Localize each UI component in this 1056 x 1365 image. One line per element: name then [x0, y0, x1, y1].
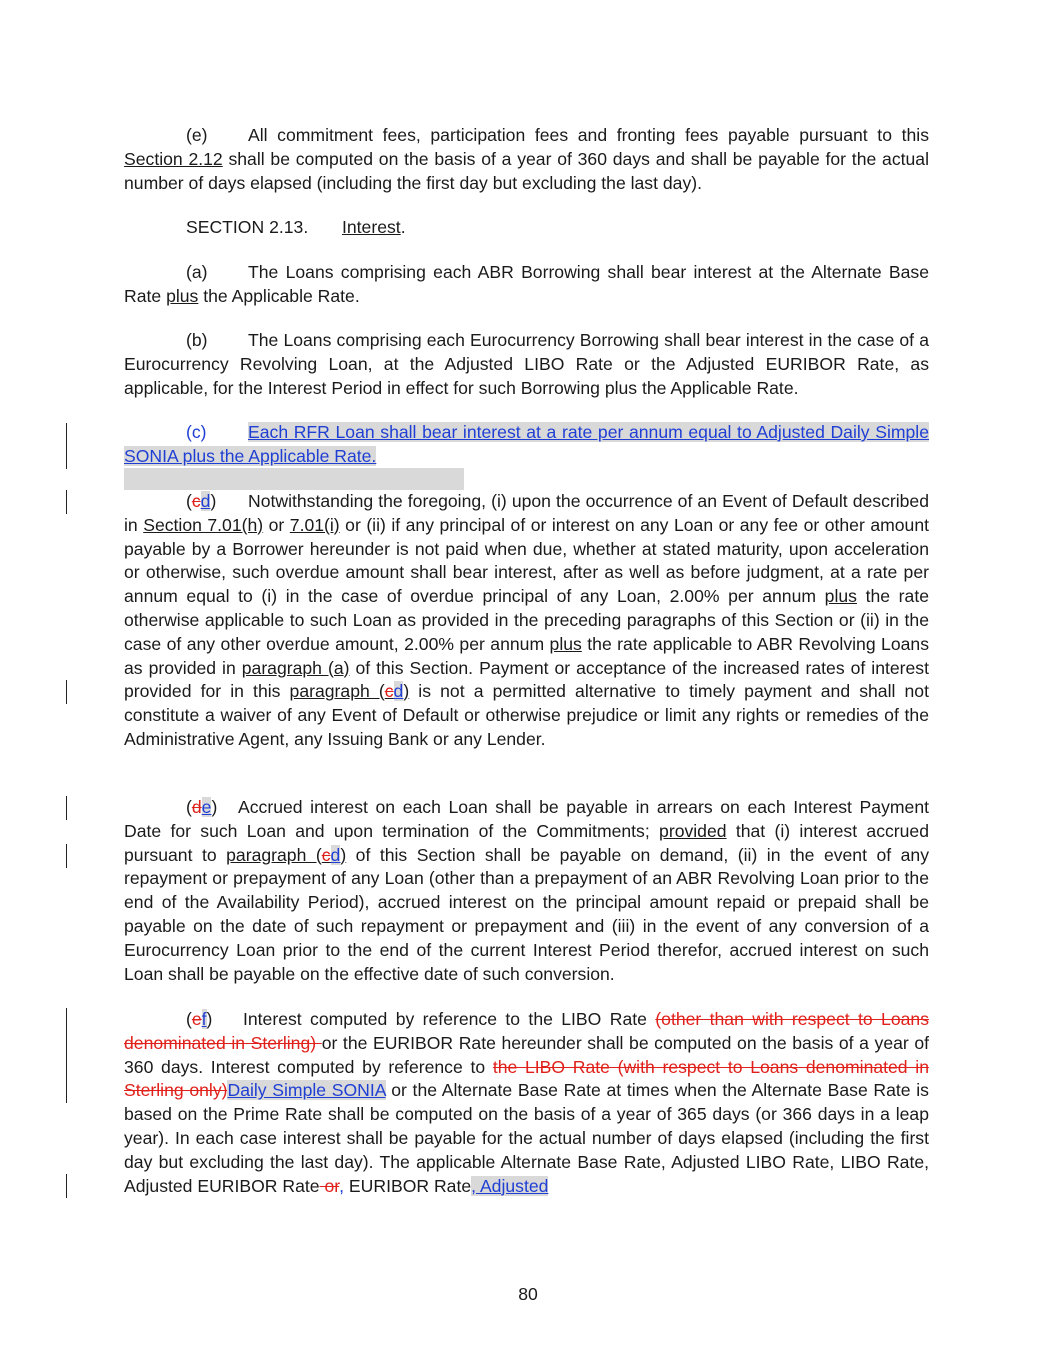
paragraph-d-default-interest: (cd) Notwithstanding the foregoing, (i) upon the occurrence of an Event of Default described in Section 7.01(h) or 7.01(i) or (ii) if any principal of or interest on any Loan or any fee or other amount payable by a Borrower hereunder is not paid when due, whether at stated maturity, upon acceleration or otherwise, such overdue amount shall bear interest, after as well as before judgment, at a rate per annum equal to (i) in the case of overdue principal of any Loan, 2.00% per annum plus the rate otherwise applicable to such Loan as provided in the preceding paragraphs of this Section or (ii) in the case of any other overdue amount, 2.00% per annum plus the rate applicable to ABR Revolving Loans as provided in paragraph (a) of this Section. Payment or acceptance of the increased rates of interest provided for in this paragraph (cd) is not a permitted alternative to timely payment and shall not constitute a waiver of any Event of Default or otherwise prejudice or limit any rights or remedies of the Administrative Agent, any Issuing Bank or any Lender. [124, 491, 930, 749]
paragraph-label: (b) [186, 330, 208, 350]
paragraph-reference: paragraph (cd) [226, 844, 347, 865]
inserted-text: , Adjusted [471, 1175, 549, 1196]
deleted-text: or [319, 1175, 340, 1196]
deleted-text: d [191, 797, 202, 817]
deleted-text: c [191, 491, 201, 511]
paragraph-f-computation: (ef) Interest computed by reference to the LIBO Rate (other than with respect to Loans denominated in Sterling) or the EURIBOR Rate hereunder shall be computed on the basis of a year of 360 days. Interest computed by reference to the LIBO Rate (with respect to Loans denominated in Sterling only)Daily Simple SONIA or the Alternate Base Rate at times when the Alternate Base Rate is based on the Prime Rate shall be computed on the basis of a year of 365 days (or 366 days in a leap year). In each case interest shall be payable for the actual number of days elapsed (including the first day but excluding the last day). The applicable Alternate Base Rate, Adjusted LIBO Rate, LIBO Rate, Adjusted EURIBOR Rate or, EURIBOR Rate, Adjusted [124, 1009, 929, 1196]
inserted-text: Each RFR Loan shall bear interest at a rate per annum equal to Adjusted Daily Simple SONIA plus the Applicable Rate. [124, 422, 929, 466]
inserted-text: e [201, 797, 212, 817]
paragraph-label: (e) [186, 125, 208, 145]
inserted-text: d [200, 491, 211, 511]
inserted-text: Daily Simple SONIA [227, 1080, 386, 1101]
paragraph-label: (ef) [186, 1009, 213, 1029]
section-heading: SECTION 2.13. Interest. [124, 216, 929, 240]
paragraph-reference: paragraph (cd) [289, 681, 410, 702]
inserted-text: , [339, 1175, 345, 1196]
section-reference: 7.01(i) [289, 514, 340, 535]
paragraph-label: (a) [186, 262, 208, 282]
change-bar-d [66, 490, 67, 514]
change-bar-f-last [66, 1174, 67, 1198]
paragraph-e-accrued-interest: (de) Accrued interest on each Loan shall be payable in arrears on each Interest Payment Date for such Loan and upon termination of the Commitments; provided that (i) interest accrued pursuant to paragraph (cd) of this Section shall be payable on demand, (ii) in the event of any repayment or prepayment of any Loan (other than a prepayment of an ABR Revolving Loan prior to the end of the Availability Period), accrued interest on the principal amount repaid or prepaid shall be payable on the date of such repayment or prepayment and (iii) in the event of any conversion of a Eurocurrency Loan prior to the end of the current Interest Period therefor, accrued interest on such Loan shall be payable on the effective date of such conversion. [124, 797, 930, 984]
paragraph-reference: paragraph (a) [241, 657, 350, 678]
paragraph-label: (c) [186, 422, 207, 442]
deleted-text: the LIBO Rate (with respect to Loans denominated in Sterling only) [124, 1056, 929, 1101]
deleted-text: (other than with respect to Loans denominated in Sterling) [124, 1009, 929, 1053]
change-bar-f [66, 1008, 67, 1103]
inserted-text: f [201, 1009, 207, 1029]
section-reference: Section 2.12 [124, 148, 223, 169]
page-number: 80 [518, 1284, 538, 1304]
change-bar-d-ref [66, 680, 67, 704]
deleted-text: c [321, 844, 331, 865]
change-bar-e [66, 796, 67, 820]
deleted-text: c [384, 681, 394, 702]
paragraph-label: (de) [186, 797, 218, 817]
paragraph-a: (a) The Loans comprising each ABR Borrowing shall bear interest at the Alternate Base Rate plus the Applicable Rate. [124, 262, 929, 306]
inserted-text: d [393, 681, 404, 702]
paragraph-e-fees: (e) All commitment fees, participation fees and fronting fees payable pursuant to this Section 2.12 shall be computed on the basis of a year of 360 days and shall be payable for the actual number of days elapsed (including the first day but excluding the last day). [124, 125, 929, 193]
section-reference: Section 7.01(h) [143, 514, 264, 535]
section-number: SECTION 2.13. [186, 217, 309, 237]
section-title: Interest [342, 217, 401, 237]
change-bar-e-ref [66, 844, 67, 868]
deleted-text: e [191, 1009, 202, 1029]
paragraph-c-inserted [124, 421, 929, 469]
paragraph-b: (b) The Loans comprising each Eurocurrency Borrowing shall bear interest in the case of a Eurocurrency Revolving Loan, at the Adjusted LIBO Rate or the Adjusted EURIBOR Rate, as applicable, for the Interest Period in effect for such Borrowing plus the Applicable Rate. [124, 330, 929, 398]
paragraph-label: (cd) [186, 491, 217, 511]
insertion-highlight [124, 468, 464, 490]
inserted-text: d [330, 844, 341, 865]
change-bar-c [66, 423, 67, 469]
